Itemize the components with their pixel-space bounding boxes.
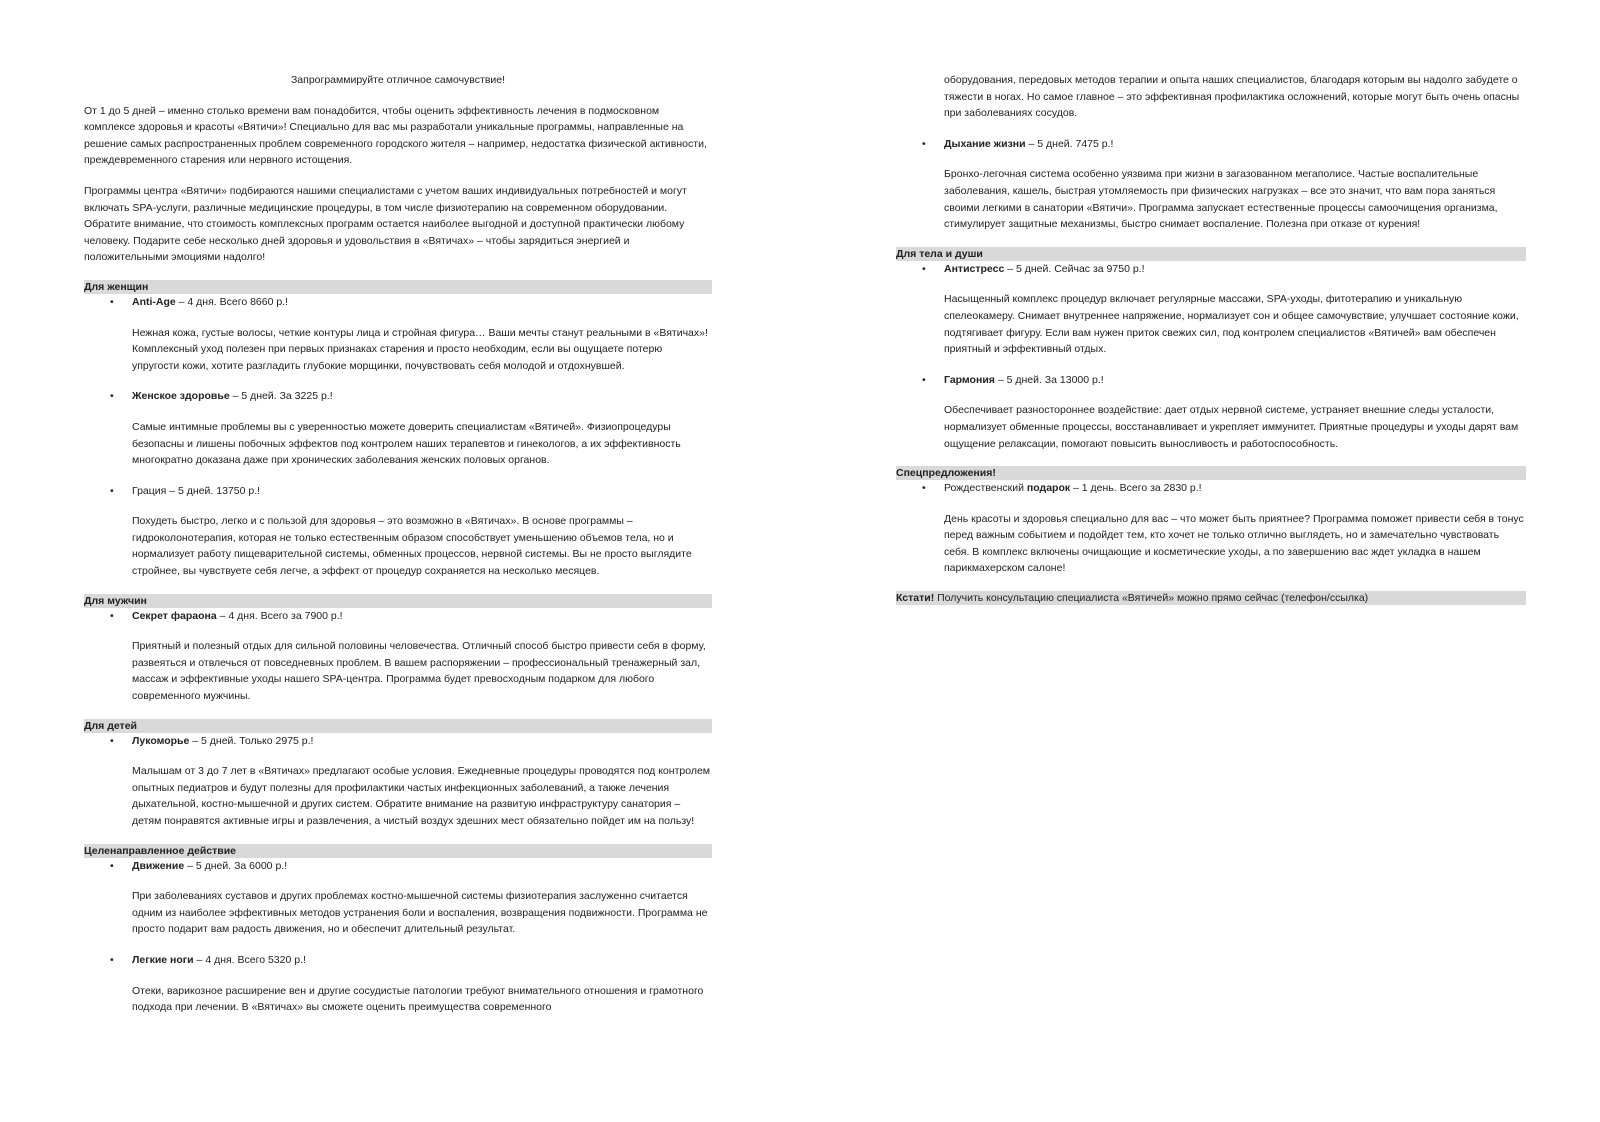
program-info: – 4 дня. Всего 8660 р.! [175, 295, 289, 308]
program-description: Нежная кожа, густые волосы, четкие контуры лица и стройная фигура… Ваши мечты станут реальными в «Вятичах»! Комплексный уход полезен при первых признаках старения и просто необходим, если вы ощущаете потерю упругости кожи, хотите разгладить глубокие морщинки, почувствовать себя молодой и отдохнувшей. [132, 326, 708, 372]
program-lukomorye [132, 733, 712, 830]
program-light-legs [132, 952, 712, 1016]
program-womens-health [132, 388, 712, 468]
program-head [944, 136, 1526, 153]
program-info: – 5 дней. За 6000 р.! [184, 859, 288, 872]
program-description: День красоты и здоровья специально для вас – что может быть приятнее? Программа поможет привести себя в тонус перед важным событием и подойдет тем, кто хочет не только отлично выглядеть, но и замечательно чувствовать себя. В комплекс включены очищающие и косметические уходы, а по завершению вас ждет укладка в нашем парикмахерском салоне! [944, 512, 1524, 575]
program-head [132, 483, 712, 500]
program-name: Антистресс [944, 262, 1005, 275]
consultation-footer [896, 591, 1526, 605]
program-christmas-gift [944, 480, 1526, 577]
program-info: – 4 дня. Всего за 7900 р.! [216, 609, 343, 622]
program-description: Похудеть быстро, легко и с пользой для здоровья – это возможно в «Вятичах». В основе программы – гидроколонотерапия, которая не только естественным образом способствует уменьшению объемов тела, но и нормализует работу пищеварительной системы, обменных процессов, нервной системы. Вы не просто выглядите стройнее, вы чувствуете себя легче, а эффект от процедур сохраняется на несколько месяцев. [132, 515, 692, 578]
program-head [132, 294, 712, 311]
program-prefix: Рождественский [944, 482, 1027, 495]
section-header-kids: Для детей [84, 719, 712, 733]
program-info: Грация – 5 дней. 13750 р.! [132, 484, 261, 497]
program-antistress [944, 261, 1526, 358]
program-info: – 5 дней. Только 2975 р.! [189, 734, 314, 747]
program-description: Приятный и полезный отдых для сильной половины человечества. Отличный способ быстро привести себя в форму, развеяться и отвлечься от повседневных проблем. В вашем распоряжении – профессиональный тренажерный зал, массаж и эффективные уходы нашего SPA-центра. Программа будет превосходным подарком для любого современного мужчины. [132, 640, 706, 703]
program-description: Отеки, варикозное расширение вен и другие сосудистые патологии требуют внимательного отношения и грамотного подхода при лечении. В «Вятичах» вы сможете оценить преимущества современного [132, 984, 704, 1014]
program-name: Легкие ноги [132, 953, 194, 966]
program-description: Самые интимные проблемы вы с уверенностью можете доверить специалистам «Вятичей». Физиопроцедуры безопасны и лишены побочных эффектов под контролем наших терапевтов и гинекологов, а их эффективность многократно доказана даже при хронических заболевания женских половых органов. [132, 420, 681, 467]
program-head [944, 480, 1526, 497]
program-head [132, 608, 712, 625]
footer-bold: Кстати! [896, 592, 935, 605]
program-head [944, 261, 1526, 278]
section-header-body-soul: Для тела и души [896, 247, 1526, 261]
program-info: – 1 день. Всего за 2830 р.! [1070, 482, 1202, 495]
program-name: подарок [1026, 482, 1071, 495]
document-title: Запрограммируйте отличное самочувствие! [290, 74, 506, 86]
section-header-men: Для мужчин [84, 594, 712, 608]
program-description: Обеспечивает разностороннее воздействие: дает отдых нервной системе, устраняет внешние следы усталости, нормализует обменные процессы, восстанавливает и укрепляет иммунитет. Приятные процедуры и уходы дарят вам ощущение релаксации, помогают повысить выносливость и работоспособность. [944, 404, 1519, 450]
program-anti-age [132, 294, 712, 374]
program-info: – 5 дней. За 13000 р.! [994, 373, 1104, 386]
program-info: – 5 дней. За 3225 р.! [229, 390, 333, 403]
program-info: – 5 дней. 7475 р.! [1025, 137, 1114, 150]
program-description: Бронхо-легочная система особенно уязвима при жизни в загазованном мегаполисе. Частые воспалительные заболевания, кашель, быстрая утомляемость при физических нагрузках – все это значит, что вам пора заняться своими легкими в санатории «Вятичи». Программа запускает естественные процессы самоочищения организма, стимулирует защитные механизмы, быстро снимает воспаление. Полезна при отказе от курения! [944, 168, 1498, 231]
section-header-special: Спецпредложения! [896, 466, 1526, 480]
program-description: Малышам от 3 до 7 лет в «Вятичах» предлагают особые условия. Ежедневные процедуры проводятся под контролем опытных педиатров и будут полезны для профилактики частых инфекционных заболеваний, а также лечения дыхательной, костно-мышечной и других систем. Обратите внимание на развитую инфраструктуру санатория – детям понравятся активные игры и развлечения, а чистый воздух здешних мест обязательно пойдет им на пользу! [132, 765, 711, 827]
program-breath-of-life [944, 136, 1526, 233]
program-description: Насыщенный комплекс процедур включает регулярные массажи, SPA-уходы, фитотерапию и уникальную спелеокамеру. Снимает внутреннее напряжение, нормализует сон и общее самочувствие, улучшает состояние кожи, подтягивает фигуру. Если вам нужен приток свежих сил, под контролем специалистов «Вятичей» вам обеспечен приятный и эффективный отдых. [944, 293, 1519, 356]
program-head [944, 372, 1526, 389]
light-legs-continuation: оборудования, передовых методов терапии и опыта наших специалистов, благодаря которым вы надолго забудете о тяжести в ногах. Но самое главное – это эффективная профилактика осложнений, которые могут быть очень опасны при заболеваниях сосудов. [944, 74, 1520, 120]
program-info: – 5 дней. Сейчас за 9750 р.! [1004, 262, 1145, 275]
program-name: Дыхание жизни [944, 137, 1026, 150]
program-head [132, 733, 712, 750]
program-name: Лукоморье [132, 734, 190, 747]
intro-paragraph-2: Программы центра «Вятичи» подбираются нашими специалистами с учетом ваших индивидуальных потребностей и могут включать SPA-услуги, различные медицинские процедуры, в том числе физиотерапию на современном оборудовании. Обратите внимание, что стоимость комплексных программ остается наиболее выгодной и доступной практически любому человеку. Подарите себе несколько дней здоровья и удовольствия в «Вятичах» – чтобы зарядиться энергией и положительными эмоциями надолго! [84, 184, 687, 264]
program-info: – 4 дня. Всего 5320 р.! [193, 953, 306, 966]
program-head [132, 952, 712, 969]
program-name: Гармония [944, 373, 995, 386]
right-column [896, 72, 1526, 605]
program-dvizhenie [132, 858, 712, 938]
program-name: Движение [132, 859, 185, 872]
program-pharaoh-secret [132, 608, 712, 705]
left-column [84, 72, 712, 1030]
program-name: Женское здоровье [132, 390, 230, 403]
section-header-women: Для женщин [84, 280, 712, 294]
footer-text: Получить консультацию специалиста «Вятичей» можно прямо сейчас (телефон/ссылка) [934, 592, 1369, 605]
intro-paragraph-1: От 1 до 5 дней – именно столько времени вам понадобится, чтобы оценить эффективность лечения в подмосковном комплексе здоровья и красоты «Вятичи»! Специально для вас мы разработали уникальные программы, направленные на решение самых распространенных проблем современного городского жителя – например, недостатка физической активности, преждевременного старения или нервного истощения. [84, 104, 707, 167]
program-name: Anti-Age [132, 295, 176, 308]
program-head [132, 388, 712, 405]
program-harmony [944, 372, 1526, 452]
section-header-targeted: Целенаправленное действие [84, 844, 712, 858]
program-description: При заболеваниях суставов и других проблемах костно-мышечной системы физиотерапия заслуженно считается одним из наиболее эффективных методов устранения боли и воспаления, возвращения подвижности. Программа не просто подарит вам радость движения, но и обеспечит длительный результат. [132, 890, 708, 936]
program-head [132, 858, 712, 875]
program-gratsiya [132, 483, 712, 580]
program-name: Секрет фараона [132, 609, 217, 622]
